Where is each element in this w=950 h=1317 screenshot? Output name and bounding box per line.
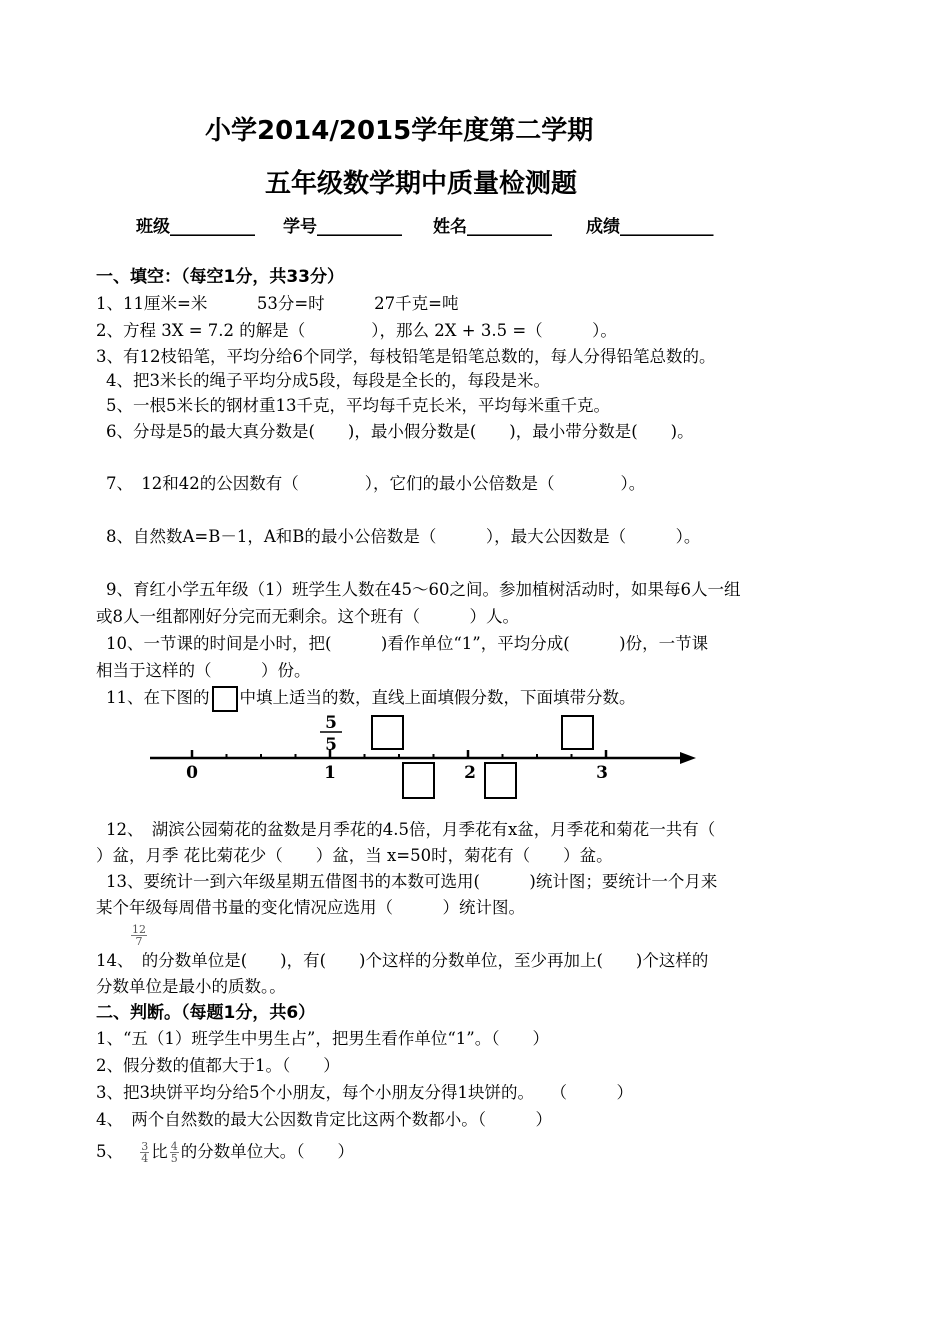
s2-q5-frac2-numerator: 4: [170, 1140, 178, 1153]
s2-question-3: 3、把3块饼平均分给5个小朋友，每个小朋友分得1块饼的。 （ ）: [96, 1083, 633, 1102]
s1-question-9-line2: 或8人一组都刚好分完而无剩余。这个班有（ ）人。: [96, 607, 519, 626]
s1-question-13-line1: 13、要统计一到六年级星期五借图书的本数可选用( )统计图；要统计一个月来: [106, 872, 718, 891]
q11-text-after: 中填上适当的数，直线上面填假分数，下面填带分数。: [239, 688, 636, 707]
q11-text-before: 11、在下图的: [106, 688, 210, 707]
s2-q5-frac1-numerator: 3: [141, 1140, 149, 1153]
s1-question-12-line2: ）盆，月季 花比菊花少（ ）盆，当 x=50时，菊花有（ ）盆。: [96, 846, 613, 865]
answer-box-below-2[interactable]: [484, 762, 517, 799]
tick-label-1: 1: [324, 763, 336, 783]
s2-q5-frac2-denominator: 5: [170, 1152, 178, 1165]
s2-question-5: [96, 1138, 354, 1164]
student-id-field: 学号__________: [283, 217, 402, 237]
s1-question-12-line1: 12、 湖滨公园菊花的盆数是月季花的4.5倍，月季花有x盆，月季花和菊花一共有（: [106, 820, 716, 839]
s1-question-7: 7、 12和42的公因数有（ ），它们的最小公倍数是（ ）。: [106, 474, 646, 493]
s2-q5-fraction-2: [170, 1141, 179, 1164]
s2-q5-middle: 比: [151, 1142, 168, 1161]
s1-question-6: 6、分母是5的最大真分数是( )，最小假分数是( )，最小带分数是( )。: [106, 422, 694, 441]
class-field: 班级__________: [136, 217, 255, 237]
answer-box-below-1[interactable]: [402, 762, 435, 799]
answer-box-above-2[interactable]: [561, 715, 594, 750]
s1-question-8: 8、自然数A=B－1，A和B的最小公倍数是（ ），最大公因数是（ ）。: [106, 527, 701, 546]
section1-heading: 一、填空：（每空1分，共33分）: [96, 267, 344, 287]
s1-question-1: 1、11厘米=米 53分=时 27千克=吨: [96, 294, 459, 313]
section2-heading: 二、判断。（每题1分，共6）: [96, 1003, 316, 1023]
s1-question-5: 5、一根5米长的钢材重13千克，平均每千克长米，平均每米重千克。: [106, 396, 610, 415]
s2-q5-fraction-1: [140, 1141, 149, 1164]
s1-question-9-line1: 9、育红小学五年级（1）班学生人数在45～60之间。参加植树活动时，如果每6人一组: [106, 580, 741, 599]
fraction-denominator: 5: [325, 735, 337, 755]
s2-question-2: 2、假分数的值都大于1。（ ）: [96, 1056, 340, 1075]
s1-question-4: 4、把3米长的绳子平均分成5段，每段是全长的，每段是米。: [106, 371, 550, 390]
s1-question-10-line2: 相当于这样的（ ）份。: [96, 661, 311, 680]
score-field: 成绩___________: [586, 217, 714, 237]
tick-label-2: 2: [464, 763, 476, 783]
name-field: 姓名__________: [433, 217, 552, 237]
q14-fraction: [131, 924, 147, 947]
s2-question-4: 4、 两个自然数的最大公因数肯定比这两个数都小。（ ）: [96, 1110, 552, 1129]
s2-q5-frac1-denominator: 4: [141, 1152, 149, 1165]
arrow-icon: [680, 752, 696, 764]
s1-question-14-line1: 14、 的分数单位是( )，有( )个这样的分数单位，至少再加上( )个这样的: [96, 951, 709, 970]
s1-question-13-line2: 某个年级每周借书量的变化情况应选用（ ）统计图。: [96, 898, 525, 917]
q14-fraction-numerator: 12: [132, 923, 146, 936]
title-line2: 五年级数学期中质量检测题: [265, 169, 578, 199]
tick-label-0: 0: [186, 763, 198, 783]
tick-label-3: 3: [596, 763, 608, 783]
s1-question-10-line1: 10、一节课的时间是小时，把( )看作单位“1”，平均分成( )份，一节课: [106, 634, 709, 653]
title-line1: 小学2014/2015学年度第二学期: [205, 116, 594, 146]
q14-fraction-denominator: 7: [135, 935, 143, 948]
s1-question-2: 2、方程 3X = 7.2 的解是（ ），那么 2X + 3.5 =（ ）。: [96, 321, 617, 340]
s1-question-14-line2: 分数单位是最小的质数。。: [96, 977, 286, 996]
fraction-numerator: 5: [325, 713, 337, 733]
s2-q5-prefix: 5、: [96, 1142, 123, 1161]
s2-q5-suffix: 的分数单位大。（ ）: [180, 1142, 354, 1161]
s1-question-3: 3、有12枝铅笔，平均分给6个同学，每枝铅笔是铅笔总数的，每人分得铅笔总数的。: [96, 347, 716, 366]
answer-box-above-1[interactable]: [371, 715, 404, 750]
s2-question-1: 1、“五（1）班学生中男生占”，把男生看作单位“1”。（ ）: [96, 1029, 549, 1048]
